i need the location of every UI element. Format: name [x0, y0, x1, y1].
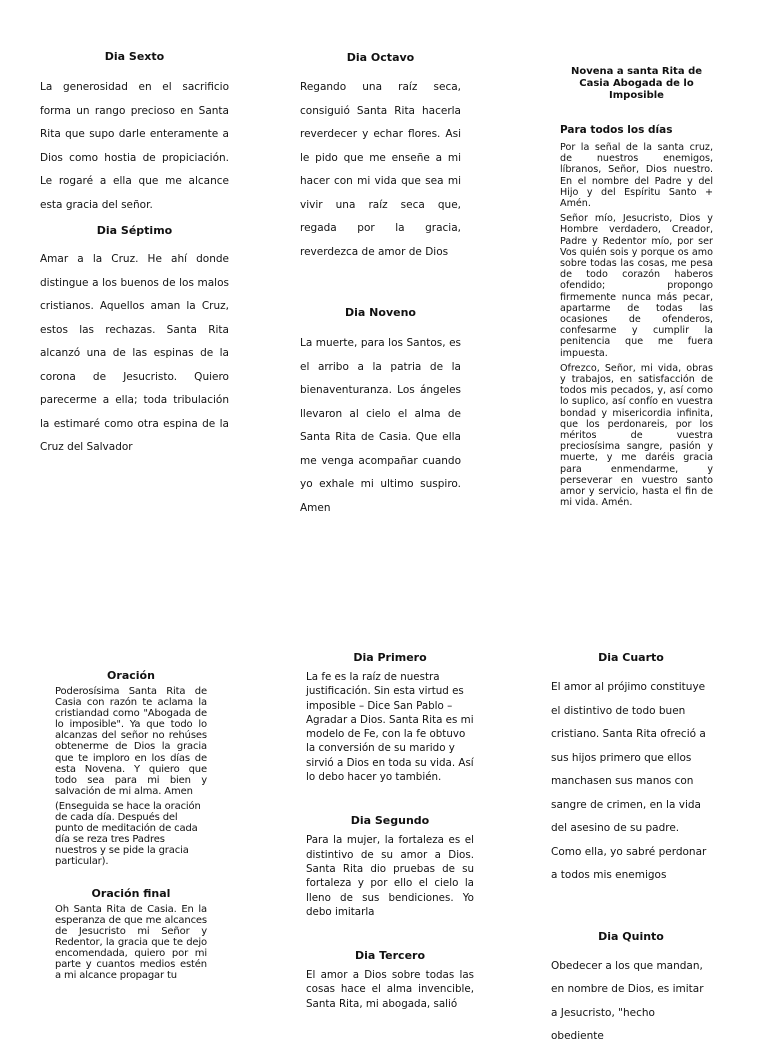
text-senal-de-la-cruz: Por la señal de la santa cruz, de nuestros enemigos, líbranos, Señor, Dios nuestro. En el nombre del Padre y del Hijo y del Espíritu Santo + Amén. — [560, 142, 713, 210]
column-dia-sexto-septimo — [40, 50, 229, 460]
column-oraciones — [55, 669, 207, 981]
column-novena-intro — [560, 66, 713, 509]
text-dia-sexto: La generosidad en el sacrificio forma un rango precioso en Santa Rita que supo darle enteramente a Dios como hostia de propiciación. Le rogaré a ella que me alcance esta gracia del señor. — [40, 81, 229, 211]
text-dia-tercero: El amor a Dios sobre todas las cosas hace el alma invencible, Santa Rita, mi abogada, salió — [306, 969, 474, 1010]
heading-dia-quinto: Dia Quinto — [598, 929, 664, 943]
heading-dia-primero: Dia Primero — [353, 651, 427, 664]
heading-dia-octavo: Dia Octavo — [346, 51, 415, 64]
text-oracion: Poderosísima Santa Rita de Casia con razón te aclama la cristiandad como "Abogada de lo imposible". Ya que todo lo alcanzas del señor no rehúses obtenerme de Dios la gracia que te imploro en los días de esta Novena. Y quiero que todo sea para mi bien y salvación de mi alma. Amen — [55, 686, 207, 797]
text-dia-noveno: La muerte, para los Santos, es el arribo a la patria de la bienaventuranza. Los ángeles llevaron al cielo el alma de Santa Rita de Casia. Que ella me venga acompañar cuando yo exhale mi ultimo suspiro. Amen — [300, 337, 461, 514]
text-dia-octavo: Regando una raíz seca, consiguió Santa Rita hacerla reverdecer y echar flores. Asi le pido que me enseñe a mi hacer con mi vida que sea mi vivir una raíz seca que, regada por la gracia, reverdezca de amor de Dios — [300, 81, 461, 258]
text-dia-primero: La fe es la raíz de nuestra justificación. Sin esta virtud es imposible – Dice San Pablo – Agradar a Dios. Santa Rita es mi modelo de Fe, con la fe obtuvo la conversión de su marido y sirvió a Dios en toda su vida. Así lo debo hacer yo también. — [306, 671, 474, 784]
para-todos-los-dias-heading: Para todos los días — [560, 124, 673, 136]
novena-title: Novena a santa Rita de Casia Abogada de lo Imposible — [570, 66, 703, 101]
heading-dia-septimo: Dia Séptimo — [96, 224, 173, 237]
heading-dia-tercero: Dia Tercero — [354, 949, 426, 963]
text-dia-segundo: Para la mujer, la fortaleza es el distintivo de su amor a Dios. Santa Rita dio pruebas de su fortaleza y por ello el cielo la lleno de sus bendiciones. Yo debo imitarla — [306, 834, 474, 918]
heading-oracion-final: Oración final — [91, 886, 171, 900]
text-acto-de-contricion: Señor mío, Jesucristo, Dios y Hombre verdadero, Creador, Padre y Redentor mío, por ser Vos quién sois y porque os amo sobre todas las cosas, me pesa de todo corazón haberos ofendido; propongo firmemente nunca más pecar, apartarme de todas las ocasiones de ofenderos, confesarme y cumplir la penitencia que me fuera impuesta. — [560, 213, 713, 359]
text-oracion-final: Oh Santa Rita de Casia. En la esperanza de que me alcances de Jesucristo mi Señor y Redentor, la gracia que te dejo encomendada, quiero por mi parte y cuantos medios estén a mi alcance propagar tu — [55, 903, 207, 982]
heading-dia-cuarto: Dia Cuarto — [598, 651, 664, 664]
text-dia-quinto: Obedecer a los que mandan, en nombre de Dios, es imitar a Jesucristo, "hecho obediente — [551, 959, 704, 1042]
heading-oracion: Oración — [107, 669, 155, 682]
heading-dia-noveno: Dia Noveno — [345, 306, 416, 319]
heading-dia-segundo: Dia Segundo — [350, 814, 430, 828]
column-dia-primero-tercero — [306, 651, 474, 1011]
heading-dia-sexto: Dia Sexto — [104, 50, 165, 63]
text-dia-septimo: Amar a la Cruz. He ahí donde distingue a los buenos de los malos cristianos. Aquellos aman la Cruz, estos las rechazas. Santa Rita alcanzó una de las espinas de la corona de Jesucristo. Quiero parecerme a ella; toda tribulación la estimaré como otra espina de la Cruz del Salvador — [40, 253, 229, 453]
column-dia-octavo-noveno — [300, 51, 461, 520]
column-dia-cuarto-quinto — [551, 651, 711, 1049]
text-ofrecimiento: Ofrezco, Señor, mi vida, obras y trabajos, en satisfacción de todos mis pecados, y, así como lo suplico, así confío en vuestra bondad y misericordia infinita, que los perdonareis, por los méritos de vuestra preciosísima sangre, pasión y muerte, y me daréis gracia para enmendarme, y perseverar en vuestro santo amor y servicio, hasta el fin de mi vida. Amén. — [560, 362, 713, 509]
text-oracion-instrucciones: (Enseguida se hace la oración de cada día. Después del punto de meditación de cada día se reza tres Padres nuestros y se pide la gracia particular). — [55, 800, 201, 868]
text-dia-cuarto: El amor al prójimo constituye el distintivo de todo buen cristiano. Santa Rita ofreció a sus hijos primero que ellos manchasen sus manos con sangre de crimen, en la vida del asesino de su padre. Como ella, yo sabré perdonar a todos mis enemigos — [551, 681, 707, 881]
